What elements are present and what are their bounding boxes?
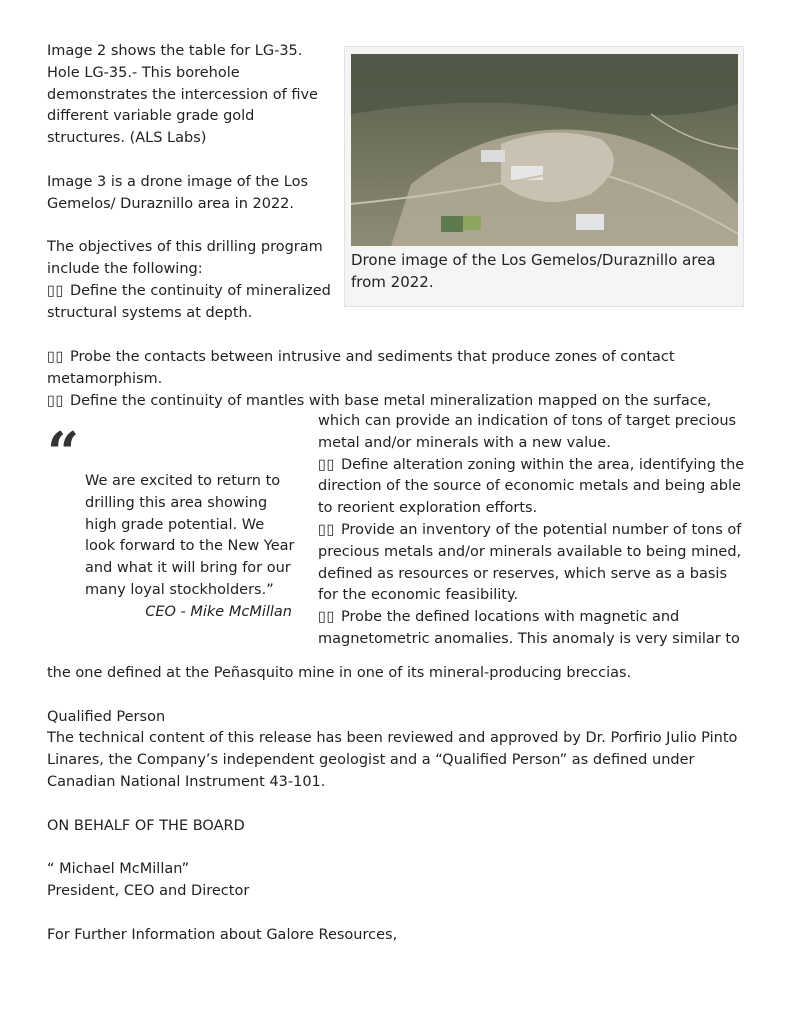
objective-item: ▯▯ Define the continuity of mineralized structural systems at depth. (47, 282, 331, 321)
intro-column (47, 41, 331, 324)
drone-image (351, 54, 738, 246)
drone-image-graphic (351, 54, 738, 246)
intro-paragraph-image-3: Image 3 is a drone image of the Los Gemelos/ Duraznillo area in 2022. (47, 173, 308, 212)
intro-paragraph-image-2: Image 2 shows the table for LG-35. Hole LG-35.- This borehole demonstrates the intercession of five different variable grade gold structures. (ALS Labs) (47, 43, 318, 147)
qualified-person-heading: Qualified Person (47, 708, 166, 725)
pull-quote (47, 420, 297, 624)
board-line: ON BEHALF OF THE BOARD (47, 817, 245, 834)
drone-figure (344, 46, 744, 307)
signature-title: President, CEO and Director (47, 882, 250, 899)
objectives-continued (318, 411, 748, 651)
objective-item: ▯▯ Probe the contacts between intrusive and sediments that produce zones of contact metamorphism. (47, 349, 675, 387)
objective-item: ▯▯ Define alteration zoning within the area, identifying the direction of the source of economic metals and being able to reorient exploration efforts. (318, 456, 745, 517)
full-width-objectives (47, 347, 747, 412)
bullet-glyph: ▯▯ (47, 282, 64, 299)
quote-mark-icon: “ (47, 420, 80, 486)
document-page (47, 41, 747, 943)
objective-item-continued: the one defined at the Peñasquito mine in one of its mineral-producing breccias. (47, 665, 632, 681)
objective-item: ▯▯ Probe the defined locations with magnetic and magnetometric anomalies. This anomaly is very similar to (318, 609, 740, 647)
objective-item: ▯▯ Define the continuity of mantles with base metal mineralization mapped on the surface, (47, 392, 712, 409)
figure-caption: Drone image of the Los Gemelos/Duraznillo area from 2022. (351, 251, 716, 291)
document-tail (47, 663, 747, 946)
objective-item: which can provide an indication of tons of target precious metal and/or minerals with a new value. (318, 413, 737, 451)
objectives-intro: The objectives of this drilling program include the following: (47, 239, 323, 277)
quote-text: We are excited to return to drilling this area showing high grade potential. We look forward to the New Year and what it will bring for our many loyal stockholders.” (85, 473, 295, 598)
quote-attribution: CEO - Mike McMillan (145, 603, 292, 620)
objective-item: ▯▯ Provide an inventory of the potential number of tons of precious metals and/or minerals available to being mined, defined as resources or reserves, which serve as a basis for the economic feasibility. (318, 521, 742, 604)
further-information: For Further Information about Galore Resources, (47, 926, 398, 943)
signature-name: “ Michael McMillan” (47, 861, 190, 878)
qualified-person-body: The technical content of this release has been reviewed and approved by Dr. Porfirio Julio Pinto Linares, the Company’s independent geologist and a “Qualified Person” as defined under Canadian National Instrument 43-101. (47, 730, 738, 790)
